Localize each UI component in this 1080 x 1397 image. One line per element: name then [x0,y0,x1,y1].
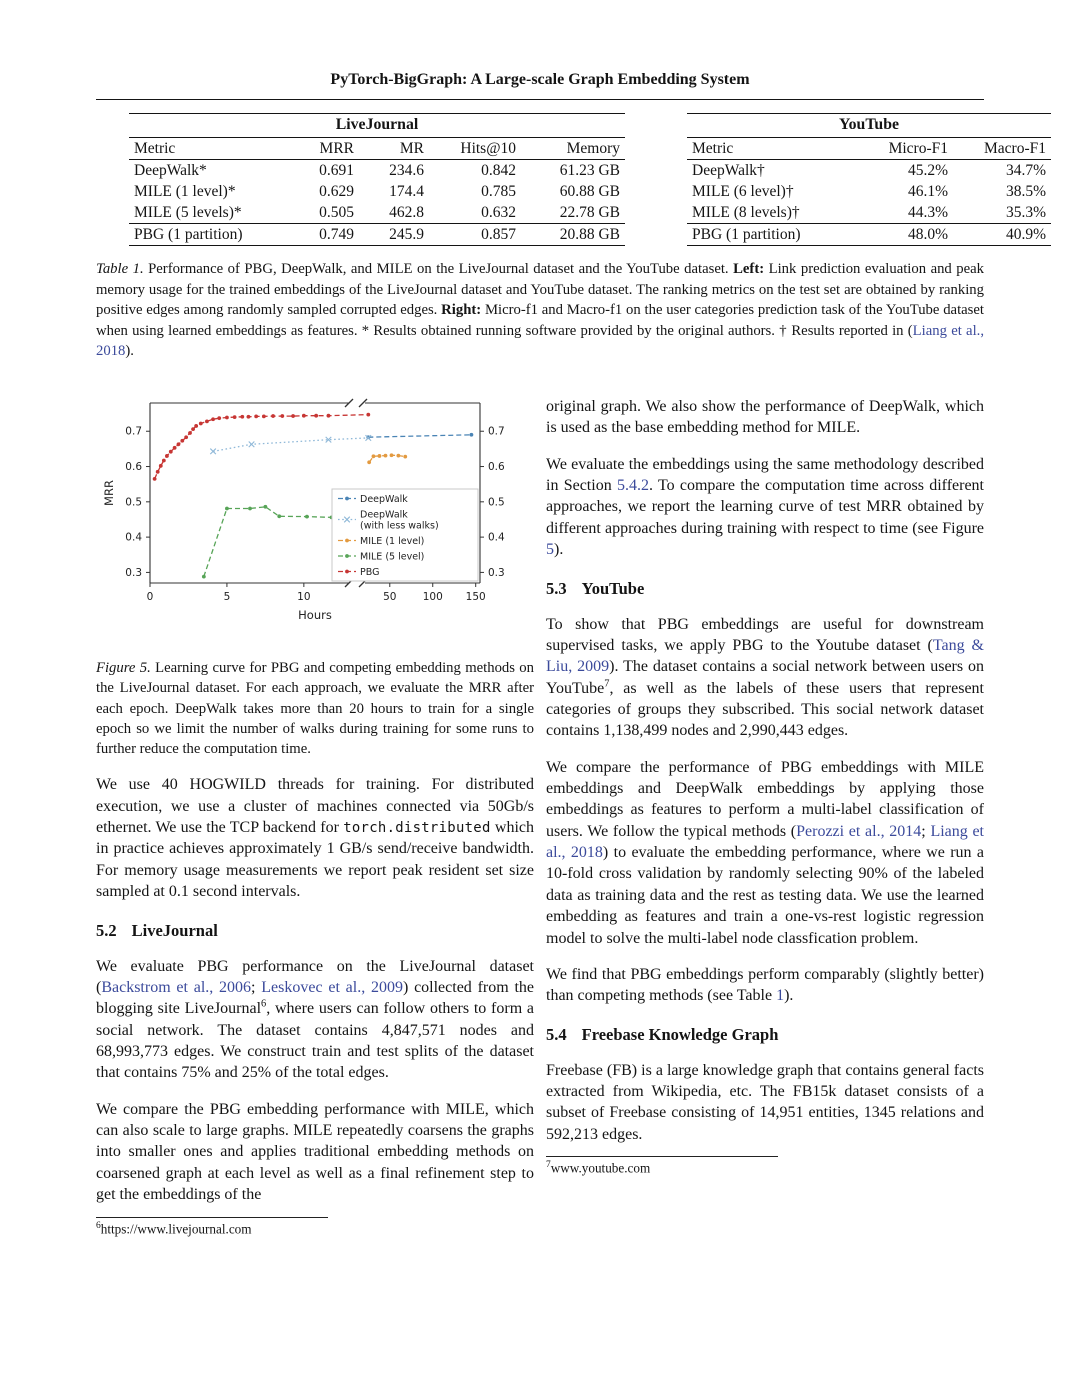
paragraph-hogwild [96,774,534,902]
text-segment: To show that PBG embeddings are useful for downstream supervised tasks, we apply PBG to the Youtube dataset ( [546,615,984,654]
right-column [546,396,984,1176]
table-cell: 462.8 [389,203,424,221]
column-header: Micro-F1 [849,138,953,160]
youtube-table [687,113,1051,246]
table-cell: 0.629 [319,182,354,200]
text-segment: ). [784,987,794,1005]
svg-text:PBG: PBG [360,567,380,578]
table-row [687,160,1051,182]
svg-text:0.5: 0.5 [488,496,505,509]
table-title-row [129,114,625,138]
svg-text:0.6: 0.6 [125,461,142,474]
paragraph-original-graph [546,396,984,439]
table-cell: PBG (1 partition) [129,224,289,246]
section-title: Freebase Knowledge Graph [581,1024,779,1044]
table-header-row [129,138,625,160]
text-segment: Figure 5. [96,660,151,676]
citation-link[interactable]: 5 [546,541,554,559]
section-number: 5.3 [546,578,567,598]
table-row [687,224,1051,246]
text-segment: ; [251,978,262,996]
table-cell: 245.9 [359,224,429,246]
table-cell: 34.7% [1005,161,1046,179]
text-segment: Left: [733,261,765,277]
text-segment: ) to evaluate the embedding performance, where we run a 10-fold cross validation by randomly selecting 90% of the labeled data as training data and the rest as testing data. We use the learned embedding as features and train a one-vs-rest logistic regression model to solve the multi-label node classfication problem. [546,844,985,947]
svg-text:0.4: 0.4 [488,531,505,544]
footnote-rule [546,1156,778,1157]
citation-link[interactable]: 1 [776,987,785,1005]
text-segment: We use 40 HOGWILD threads for training. For distributed execution, we use a cluster of machines connected via 50Gb/s ethernet. We use the TCP backend for [96,776,534,837]
text-segment: . To compare the computation time across different approaches, we report the learning curve of test MRR obtained by different approaches during training with respect to time (see Figure [546,477,985,537]
table-cell: 0.691 [319,161,354,179]
column-header: MR [359,138,429,160]
svg-text:0.4: 0.4 [125,531,142,544]
table-cell: 45.2% [907,161,948,179]
table-title: LiveJournal [129,114,625,138]
paragraph-find-pbg [546,964,984,1007]
column-header: MRR [289,138,359,160]
paragraph-evaluate-embeddings [546,454,984,561]
table-cell: 40.9% [953,224,1051,246]
svg-text:150: 150 [465,591,486,603]
table-cell: 44.3% [907,203,948,221]
svg-text:0.7: 0.7 [125,425,142,438]
text-segment: We evaluate PBG performance on the LiveJournal dataset ( [96,957,534,996]
text-segment: 6 [261,998,267,1010]
left-column [96,391,534,1237]
table1-caption [96,259,984,362]
svg-text:50: 50 [383,591,397,603]
table-cell: 0.842 [481,161,516,179]
column-header: Metric [129,138,289,160]
citation-link[interactable]: Liang et al., 2018 [96,322,984,360]
text-segment: 7 [604,678,610,690]
svg-text:100: 100 [422,591,443,603]
table-header-row [687,138,1051,160]
svg-text:DeepWalk: DeepWalk [360,509,408,521]
table-cell: DeepWalk* [134,161,207,179]
column-header: Hits@10 [429,138,521,160]
section-5-4-heading [546,1025,984,1045]
table-title: YouTube [687,114,1051,138]
text-segment: ; [921,822,931,840]
footnote-6 [96,1217,534,1237]
paragraph-youtube-2 [546,757,984,949]
running-title: PyTorch-BigGraph: A Large-scale Graph Embedding System [330,71,750,88]
section-5-2-heading [96,921,534,941]
text-segment: Right: [441,302,482,319]
table-cell: MILE (6 level)† [692,182,794,200]
citation-link[interactable]: Tang & Liu, 2009 [546,636,985,676]
text-segment: torch.distributed [343,820,491,837]
svg-text:MRR: MRR [102,480,116,506]
table-cell: 20.88 GB [521,224,625,246]
table-cell: 48.0% [849,224,953,246]
table-cell: 174.4 [389,182,424,200]
svg-text:10: 10 [297,591,311,603]
svg-text:(with less walks): (with less walks) [360,520,439,532]
footnote-marker: 7 [546,1160,551,1171]
table1 [96,113,1046,246]
footnote-7-text [546,1160,984,1176]
citation-link[interactable]: Liang et al., 2018 [546,822,985,862]
footnote-rule [96,1217,328,1218]
text-segment: Table 1. [96,261,144,277]
svg-text:0.6: 0.6 [488,461,505,474]
text-segment: ). The dataset contains a social network between users on YouTube [546,658,985,697]
table-row [687,202,1051,224]
section-title: LiveJournal [131,920,218,940]
text-segment: We evaluate the embeddings using the same methodology described in Section [546,455,984,495]
svg-text:MILE (5 level): MILE (5 level) [360,551,425,563]
text-segment: Freebase (FB) is a large knowledge graph that contains general facts extracted from Wikipedia, etc. The FB15k dataset consists of a subset of Freebase consisting of 14,951 entities, 1345 relations and 592,213 edges. [546,1061,984,1143]
text-segment: Learning curve for PBG and competing embedding methods on the LiveJournal dataset. For each approach, we evaluate the MRR after each epoch. DeepWalk takes more than 20 hours to train for a single epoch so we limit the number of walks during training for some runs to further reduce the computation time. [96,660,534,758]
text-segment: We compare the PBG embedding performance with MILE, which can also scale to large graphs. MILE repeatedly coarsens the graphs into smaller ones and applies traditional embedding methods on coarsened graph at each level as well as a final refinement step to get the embeddings of the [96,1100,534,1204]
text-segment: ). [125,343,134,360]
table-cell: MILE (8 levels)† [692,203,800,221]
section-title: YouTube [581,578,645,598]
header-rule [96,99,984,100]
table-row [129,224,625,246]
table-cell: 0.785 [481,182,516,200]
svg-text:0.3: 0.3 [125,566,142,579]
paragraph-youtube-1 [546,614,984,742]
livejournal-table [129,113,625,246]
svg-text:0: 0 [146,591,154,603]
table-title-row [687,114,1051,138]
footnote-6-text [96,1221,534,1237]
column-header: Macro-F1 [953,138,1051,160]
table-cell: 0.749 [289,224,359,246]
svg-text:0.3: 0.3 [488,566,505,579]
svg-text:MILE (1 level): MILE (1 level) [360,536,425,547]
footnote-url-livejournal[interactable]: https://www.livejournal.com [100,1220,252,1236]
svg-text:5: 5 [223,591,231,603]
text-segment: Micro-f1 and Macro-f1 on the user categories prediction task of the YouTube dataset when using learned embeddings as features. * Results obtained running software provided by the original authors. † Results reported in ( [96,302,984,339]
svg-text:DeepWalk: DeepWalk [360,494,408,505]
table-cell: 61.23 GB [559,161,620,179]
text-segment: , as well as the labels of these users that represent categories of groups they subscribed. This social network dataset contains 1,138,499 nodes and 2,990,443 edges. [546,679,984,740]
table-cell: PBG (1 partition) [687,224,849,246]
figure5-caption [96,658,534,759]
section-number: 5.4 [546,1024,567,1044]
paragraph-livejournal-2 [96,1099,534,1206]
table-cell: MILE (1 level)* [134,182,236,200]
text-segment: original graph. We also show the performance of DeepWalk, which is used as the base embedding method for MILE. [546,398,984,437]
column-header: Memory [521,138,625,160]
text-segment: We find that PBG embeddings perform comparably (slightly better) than competing methods (see Table [546,965,984,1005]
paragraph-livejournal-1 [96,956,534,1084]
table-cell: 35.3% [1005,203,1046,221]
svg-text:0.5: 0.5 [125,496,142,509]
text-segment: which in practice achieves approximately 1 GB/s send/receive bandwidth. For memory usage measurements we report peak resident set size sampled at 0.1 second intervals. [96,819,534,901]
table-cell: 234.6 [389,161,424,179]
figure5-chart [100,391,534,646]
text-segment: ). [554,541,564,559]
footnote-marker: 6 [96,1220,101,1231]
table-cell: 0.505 [319,203,354,221]
learning-curve-svg [100,391,530,641]
text-segment: , where users can follow others to form a social network. The dataset contains 4,847,571 nodes and 68,993,773 edges. We construct train and test splits of the dataset that contains 75% and 25% of the total edges. [96,1000,534,1082]
text-segment: Performance of PBG, DeepWalk, and MILE on the LiveJournal dataset and the YouTube dataset. [143,261,734,277]
citation-link[interactable]: 5.4.2 [616,477,649,495]
text-segment: Link prediction evaluation and peak memory usage for the trained embeddings of the LiveJournal dataset and YouTube dataset. The ranking metrics on the test set are obtained by ranking positive edges among randomly sampled corrupted edges. [96,261,984,319]
section-5-3-heading [546,579,984,599]
svg-text:0.7: 0.7 [488,425,505,438]
footnote-7 [546,1156,984,1176]
table-cell: 22.78 GB [559,203,620,221]
footnote-url-youtube[interactable]: www.youtube.com [550,1160,651,1176]
citation-link[interactable]: Leskovec et al., 2009 [261,978,403,996]
citation-link[interactable]: Perozzi et al., 2014 [796,822,922,840]
table-row [687,181,1051,202]
table-row [129,181,625,202]
text-segment: We compare the performance of PBG embeddings with MILE embeddings and DeepWalk embeddings by applying those embeddings as features to perform a multi-label classification of users. We follow the typical methods ( [546,758,984,840]
svg-text:Hours: Hours [298,608,332,622]
table-cell: 0.632 [481,203,516,221]
citation-link[interactable]: Backstrom et al., 2006 [101,978,252,996]
text-segment: ) collected from the blogging site LiveJournal [96,978,534,1018]
table-row [129,202,625,224]
section-number: 5.2 [96,920,117,940]
column-header: Metric [687,138,849,160]
table-cell: MILE (5 levels)* [134,203,242,221]
table-cell: 46.1% [907,182,948,200]
table-cell: 38.5% [1005,182,1046,200]
table-cell: 0.857 [429,224,521,246]
table-cell: 60.88 GB [559,182,620,200]
table-row [129,160,625,182]
table-cell: DeepWalk† [692,161,765,179]
paragraph-freebase [546,1060,984,1145]
